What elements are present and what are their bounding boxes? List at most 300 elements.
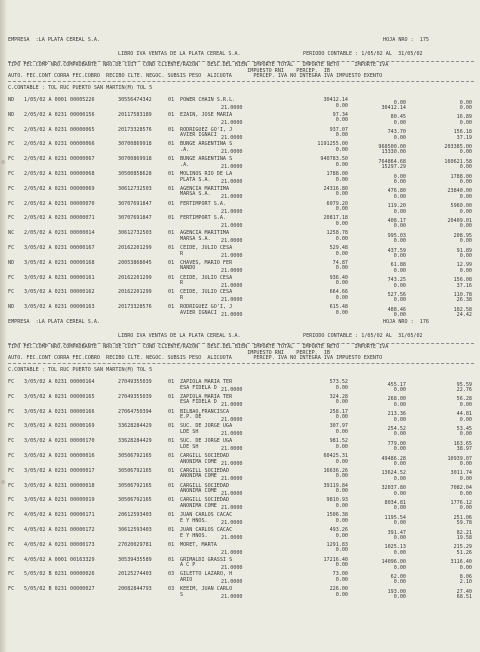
row-voucher: 2/05/02 A 0231 00000065 <box>24 126 95 133</box>
row-client-cont: R <box>180 280 184 287</box>
row-cuit: 20162201299 <box>118 245 152 251</box>
row-net: 1195.54 <box>384 514 406 521</box>
row-client: GILETTO LAZARO, H <box>180 571 233 578</box>
row-vat: 16.89 <box>456 114 472 121</box>
row-vat: 56.28 <box>456 396 472 403</box>
row-voucher: 4/05/02 A 0231 00000171 <box>24 512 95 519</box>
row-type: ND <box>8 111 15 118</box>
row-total-sub: 0.00 <box>335 547 348 554</box>
row-client-cont: MARSA S.A. <box>180 235 211 242</box>
row-cuit: 30506792165 <box>118 467 152 474</box>
row-vat-sub: 0.00 <box>459 208 472 215</box>
row-cuit: 20125274403 <box>118 571 152 578</box>
table-row <box>8 157 474 171</box>
row-net-sub: 0.00 <box>393 179 406 185</box>
row-rate: 21.0000 <box>221 387 243 393</box>
row-type: FC <box>8 141 15 148</box>
row-condition: 03 <box>168 586 175 593</box>
row-total: 615.48 <box>329 304 348 311</box>
row-net: 8034.81 <box>384 499 406 506</box>
row-client: EZAIN, JOSE MARIA <box>180 111 233 118</box>
table-row <box>8 395 474 409</box>
row-client-cont: ANONIMA COME <box>180 502 217 509</box>
row-vat: 8.06 <box>459 573 472 580</box>
row-type: FC <box>8 497 15 504</box>
row-vat: 110.78 <box>453 291 472 298</box>
row-condition: 01 <box>168 274 175 281</box>
row-total: 573.52 <box>329 379 348 385</box>
row-client-cont: E Y HNOS. <box>180 532 208 539</box>
row-type: FC <box>8 200 15 207</box>
row-cuit: 30506792165 <box>118 482 152 489</box>
row-vat-sub: 37.16 <box>456 282 472 289</box>
row-voucher: 1/05/02 A 0001 00005226 <box>24 97 95 103</box>
row-net-sub: 0.00 <box>393 267 406 274</box>
row-vat-sub: 0.00 <box>459 475 472 482</box>
row-client: BUNGE ARGENTINA S <box>180 156 233 163</box>
row-client-cont: AVIER IGNACI <box>180 309 217 316</box>
row-rate: 21.0000 <box>221 223 243 230</box>
row-total-sub: 0.00 <box>335 235 348 242</box>
row-voucher: 3/05/02 A 0231 00000170 <box>24 438 95 445</box>
row-vat-sub: 59.78 <box>456 520 472 527</box>
row-vat: 0.00 <box>459 99 472 106</box>
row-total: 529.48 <box>329 245 348 251</box>
row-condition: 01 <box>168 156 175 163</box>
table-row <box>8 380 474 394</box>
row-client: GRIMALDI GRASSI S <box>180 556 233 563</box>
row-client: MOLINOS RIO DE LA <box>180 171 233 177</box>
row-total-sub: 0.00 <box>335 102 348 109</box>
row-client: ZAPIOLA MARIA TER <box>180 379 233 385</box>
row-vat-sub: 51.26 <box>456 549 472 556</box>
row-condition: 01 <box>168 408 175 415</box>
table-row <box>8 276 474 290</box>
row-vat-sub: 37.19 <box>456 134 472 141</box>
row-total-sub: 0.00 <box>335 250 348 257</box>
row-cuit: 27020029781 <box>118 541 152 548</box>
row-client-cont: R <box>180 294 184 301</box>
row-client-cont: ANONIMA COME <box>180 458 217 465</box>
row-total-sub: 0.00 <box>335 280 348 287</box>
table-row <box>8 528 474 542</box>
table-row <box>8 469 474 483</box>
row-voucher: 4/05/02 A 0231 00000173 <box>24 541 95 548</box>
row-rate: 21.0000 <box>221 446 243 453</box>
row-type: FC <box>8 527 15 533</box>
row-net-sub: 0.00 <box>393 223 406 230</box>
row-voucher: 3/05/02 A 0231 00000018 <box>24 482 95 489</box>
row-net: 49486.28 <box>381 455 406 462</box>
row-type: FC <box>8 393 15 400</box>
row-condition: 01 <box>168 141 175 148</box>
row-cuit: 20053868045 <box>118 259 152 266</box>
row-rate: 21.0000 <box>221 134 243 141</box>
row-voucher: 2/05/02 A 0231 00000014 <box>24 230 95 237</box>
row-total: 937.07 <box>329 126 348 133</box>
table-row <box>8 439 474 453</box>
row-net-sub: 0.00 <box>393 461 406 467</box>
row-vat: 163.65 <box>453 440 472 447</box>
row-type: FC <box>8 541 15 548</box>
row-total-sub: 0.00 <box>335 473 348 480</box>
row-total: 16636.26 <box>323 467 348 474</box>
sheet-number: HOJA NRO : 176 <box>383 319 430 325</box>
row-total-sub: 0.00 <box>335 562 348 569</box>
company-name: EMPRESA :LA PLATA CEREAL S.A. <box>8 37 101 43</box>
row-condition: 01 <box>168 245 175 251</box>
row-vat-sub: 2.10 <box>459 579 472 586</box>
row-vat-sub: 0.00 <box>459 179 472 185</box>
row-voucher: 3/05/02 A 0231 00000166 <box>24 408 95 415</box>
row-cuit: 30707691847 <box>118 215 152 222</box>
row-total: 1506.38 <box>326 512 348 519</box>
row-net: 213.36 <box>387 411 406 418</box>
row-total-sub: 0.00 <box>335 384 348 391</box>
row-client: CEIDE, JULIO CESA <box>180 289 233 296</box>
row-vat-sub: 0.00 <box>459 505 472 512</box>
row-net: 193.00 <box>387 588 406 595</box>
row-condition: 01 <box>168 393 175 400</box>
table-row <box>8 587 474 601</box>
sheet-number: HOJA NRO : 175 <box>383 37 430 43</box>
row-condition: 01 <box>168 438 175 445</box>
row-total: 226.00 <box>329 586 348 593</box>
row-cuit: 30612593403 <box>118 527 152 533</box>
row-total: 940783.50 <box>320 156 348 163</box>
row-net: 764864.68 <box>378 158 406 165</box>
row-client-cont: E.P. DE <box>180 414 202 421</box>
row-net-sub: 15297.29 <box>381 164 406 171</box>
row-vat: 3011.74 <box>450 470 472 477</box>
row-voucher: 3/05/02 A 0231 00000169 <box>24 423 95 430</box>
row-condition: 01 <box>168 497 175 504</box>
account-label: C.CONTABLE : TOL RUC PUERTO SAN MARTIN(M) TOL 5 <box>8 85 153 91</box>
row-vat: 5960.00 <box>450 203 472 210</box>
row-net-sub: 0.00 <box>393 238 406 245</box>
row-vat-sub: 0.00 <box>459 461 472 467</box>
row-condition: 01 <box>168 423 175 430</box>
table-row <box>8 261 474 275</box>
row-net: 476.80 <box>387 188 406 195</box>
row-cuit: 20082844793 <box>118 586 152 593</box>
account-label: C.CONTABLE : TOL RUC PUERTO SAN MARTIN(M) TOL 5 <box>8 367 153 373</box>
row-voucher: 2/05/02 A 0231 00000067 <box>24 156 95 163</box>
row-vat-sub: 0.00 <box>459 223 472 230</box>
row-condition: 01 <box>168 379 175 385</box>
row-type: FC <box>8 512 15 519</box>
row-cuit: 30707691847 <box>118 200 152 207</box>
row-voucher: 3/05/02 A 0231 00000164 <box>24 379 95 385</box>
row-total-sub: 0.00 <box>335 176 348 183</box>
accounting-period: PERIODO CONTABLE : 1/05/02 AL 31/05/02 <box>303 333 423 339</box>
column-header-2: IMPUESTO RNI PERCEP. IB <box>8 67 331 74</box>
row-cuit: 27049355039 <box>118 379 152 385</box>
row-rate: 21.0000 <box>221 149 243 156</box>
row-vat-sub: 0.00 <box>459 149 472 156</box>
row-net-sub: 0.00 <box>393 431 406 438</box>
table-row <box>8 290 474 304</box>
row-cuit: 20117583189 <box>118 111 152 118</box>
row-condition: 01 <box>168 171 175 177</box>
row-cuit: 27064750394 <box>118 408 152 415</box>
row-client: CARGILL SOCIEDAD <box>180 482 230 489</box>
row-voucher: 2/05/02 A 0231 00000070 <box>24 200 95 207</box>
row-cuit: 30506792165 <box>118 497 152 504</box>
row-vat: 7082.04 <box>450 485 472 492</box>
row-total-sub: 0.00 <box>335 117 348 124</box>
row-net: 268.00 <box>387 396 406 403</box>
row-condition: 01 <box>168 200 175 207</box>
row-client-cont: .A. <box>180 146 190 153</box>
table-row <box>8 98 474 112</box>
row-type: FC <box>8 423 15 430</box>
row-vat: 1776.12 <box>450 499 472 506</box>
header-rule <box>8 81 474 82</box>
row-voucher: 3/05/02 A 0231 00000016 <box>24 453 95 459</box>
row-total-sub: 0.00 <box>335 206 348 213</box>
row-client-cont: MARSA S.A. <box>180 191 211 198</box>
row-vat-sub: 0.00 <box>459 431 472 438</box>
row-condition: 01 <box>168 215 175 222</box>
row-voucher: 3/05/02 A 0231 00000167 <box>24 245 95 251</box>
row-vat-sub: 0.00 <box>459 119 472 126</box>
row-client-cont: ANONIMA COME <box>180 488 217 495</box>
row-total-sub: 0.00 <box>335 146 348 153</box>
row-vat-sub: 24.42 <box>456 312 472 319</box>
row-total: 324.28 <box>329 393 348 400</box>
row-total-sub: 0.00 <box>335 458 348 465</box>
row-rate: 21.0000 <box>221 505 243 512</box>
row-client: JUAN CARLOS CACAC <box>180 512 233 519</box>
row-vat-sub: 0.00 <box>459 253 472 259</box>
company-name: EMPRESA :LA PLATA CEREAL S.A. <box>8 319 101 325</box>
row-vat: 160621.58 <box>444 158 472 165</box>
row-rate: 21.0000 <box>221 579 243 586</box>
row-client: AGENCIA MARITIMA <box>180 185 230 192</box>
row-condition: 01 <box>168 259 175 266</box>
table-row <box>8 113 474 127</box>
row-total-sub: 0.00 <box>335 443 348 450</box>
row-type: FC <box>8 171 15 177</box>
row-condition: 03 <box>168 571 175 578</box>
row-condition: 01 <box>168 556 175 563</box>
accounting-period: PERIODO CONTABLE : 1/05/02 AL 31/05/02 <box>303 51 423 57</box>
row-voucher: 2/05/02 A 0231 00000071 <box>24 215 95 222</box>
row-net: 14096.00 <box>381 559 406 566</box>
row-type: NC <box>8 230 15 237</box>
table-row <box>8 558 474 572</box>
table-row <box>8 216 474 230</box>
table-row <box>8 513 474 527</box>
row-net-sub: 0.00 <box>393 387 406 393</box>
row-total: 30412.14 <box>323 97 348 103</box>
row-client: ZAPIOLA MARIA TER <box>180 393 233 400</box>
column-header-1: TIPO FEC.COMP NRO.COMPROBANTE NRO.DE CUIT COND CLIENTE/RAZON DESC.DEL BIEN IMPORTE TOTAL IMPORTE NETO IMPORTE IVA <box>8 62 389 68</box>
row-rate: 21.0000 <box>221 549 243 556</box>
row-type: ND <box>8 304 15 311</box>
row-net-sub: 0.00 <box>393 520 406 527</box>
row-vat-sub: 0.00 <box>459 164 472 171</box>
row-client-cont: S <box>180 591 184 598</box>
row-rate: 21.0000 <box>221 416 243 423</box>
row-type: FC <box>8 571 15 578</box>
row-total: 39119.84 <box>323 482 348 489</box>
row-client: CEIDE, JULIO CESA <box>180 245 233 251</box>
row-cuit: 20612593403 <box>118 512 152 519</box>
row-voucher: 4/05/02 A 0001 00163329 <box>24 556 95 563</box>
table-row <box>8 187 474 201</box>
row-client-cont: R <box>180 250 184 257</box>
row-total: 307.97 <box>329 423 348 430</box>
row-net-sub: 30412.14 <box>381 105 406 111</box>
row-condition: 01 <box>168 126 175 133</box>
row-vat: 53.45 <box>456 425 472 432</box>
row-total-sub: 0.00 <box>335 517 348 524</box>
row-condition: 01 <box>168 512 175 519</box>
table-row <box>8 498 474 512</box>
row-vat: 20409.01 <box>447 217 472 224</box>
row-condition: 01 <box>168 527 175 533</box>
row-rate: 21.0000 <box>221 164 243 171</box>
table-row <box>8 484 474 498</box>
row-type: FC <box>8 274 15 281</box>
row-client: CEIDE, JULIO CESA <box>180 274 233 281</box>
row-cuit: 20173328576 <box>118 304 152 311</box>
row-type: FC <box>8 482 15 489</box>
row-net: 527.56 <box>387 291 406 298</box>
row-vat-sub: 26.38 <box>456 297 472 304</box>
row-voucher: 4/05/02 A 0231 00000172 <box>24 527 95 533</box>
row-vat-sub: 22.76 <box>456 387 472 393</box>
row-client-cont: ARIO <box>180 576 193 583</box>
row-rate: 21.0000 <box>221 475 243 482</box>
row-total-sub: 0.00 <box>335 488 348 495</box>
row-type: FC <box>8 379 15 385</box>
row-total-sub: 0.00 <box>335 191 348 198</box>
row-voucher: 3/05/02 A 0231 00000161 <box>24 274 95 281</box>
row-voucher: 3/05/02 A 0231 00000165 <box>24 393 95 400</box>
row-client: KEEIM, JUAN CARLO <box>180 586 233 593</box>
row-vat-sub: 68.51 <box>456 594 472 601</box>
row-voucher: 3/05/02 A 0231 00000163 <box>24 304 95 311</box>
book-title: LIBRO IVA VENTAS DE LA PLATA CEREAL S.A. <box>118 333 241 339</box>
row-net: 62.00 <box>390 573 406 580</box>
row-net-sub: 13330.00 <box>381 149 406 156</box>
row-vat: 91.89 <box>456 247 472 254</box>
row-vat-sub: 0.00 <box>459 416 472 423</box>
row-condition: 01 <box>168 97 175 103</box>
row-vat: 23840.00 <box>447 188 472 195</box>
row-client: RODRIGUEZ GO'I, J <box>180 304 233 311</box>
row-vat-sub: 0.00 <box>459 564 472 571</box>
row-total-sub: 0.00 <box>335 132 348 139</box>
row-rate: 21.0000 <box>221 490 243 497</box>
row-rate: 21.0000 <box>221 297 243 304</box>
row-voucher: 2/05/02 A 0231 00000066 <box>24 141 95 148</box>
row-net-sub: 0.00 <box>393 475 406 482</box>
row-total-sub: 0.00 <box>335 591 348 598</box>
row-client: POWER CHAIN S.R.L. <box>180 97 236 103</box>
row-type: FC <box>8 245 15 251</box>
row-net: 455.17 <box>387 381 406 388</box>
row-vat: 102.58 <box>453 306 472 313</box>
row-net-sub: 0.00 <box>393 134 406 141</box>
row-net: 995.03 <box>387 232 406 239</box>
row-rate: 21.0000 <box>221 105 243 111</box>
row-net: 0.00 <box>393 99 406 106</box>
row-net-sub: 0.00 <box>393 193 406 200</box>
table-row <box>8 572 474 586</box>
row-type: FC <box>8 215 15 222</box>
row-net: 61.88 <box>390 262 406 269</box>
row-net-sub: 0.00 <box>393 416 406 423</box>
row-vat: 251.06 <box>453 514 472 521</box>
row-rate: 21.0000 <box>221 312 243 319</box>
row-vat: 27.40 <box>456 588 472 595</box>
row-rate: 21.0000 <box>221 193 243 200</box>
row-rate: 21.0000 <box>221 401 243 408</box>
row-rate: 21.0000 <box>221 253 243 259</box>
book-title: LIBRO IVA VENTAS DE LA PLATA CEREAL S.A. <box>118 51 241 57</box>
row-client: FERTIMPORT S.A. <box>180 215 227 222</box>
column-header-3: AUTO. FEC.CONT CORRA FEC.COBRO RECIBO CLTE. NEGOC. SUBSIS PESO ALICUOTA PERCEP. IVA NO INTEGRA IVA IMPUESTO EXENTO <box>8 73 383 79</box>
row-type: FC <box>8 586 15 593</box>
row-total: 24316.80 <box>323 185 348 192</box>
row-voucher: 3/05/02 A 0231 00000168 <box>24 259 95 266</box>
row-vat: 156.18 <box>453 129 472 136</box>
row-voucher: 2/05/02 A 0231 00000156 <box>24 111 95 118</box>
row-total: 97.34 <box>332 111 348 118</box>
table-row <box>8 231 474 245</box>
row-total: 936.40 <box>329 274 348 281</box>
row-condition: 01 <box>168 467 175 474</box>
row-vat-sub: 0.00 <box>459 238 472 245</box>
row-vat-sub: 0.00 <box>459 401 472 408</box>
row-net-sub: 0.00 <box>393 505 406 512</box>
row-net: 13624.52 <box>381 470 406 477</box>
row-cuit: 27049355039 <box>118 393 152 400</box>
row-net: 408.17 <box>387 217 406 224</box>
column-header-1: TIPO FEC.COMP NRO.COMPROBANTE NRO.DE CUIT COND CLIENTE/RAZON DESC.DEL BIEN IMPORTE TOTAL IMPORTE NETO IMPORTE IVA <box>8 344 389 350</box>
row-vat-sub: 19.58 <box>456 535 472 541</box>
row-rate: 21.0000 <box>221 238 243 245</box>
row-condition: 01 <box>168 541 175 548</box>
row-net-sub: 0.00 <box>393 401 406 408</box>
row-total-sub: 0.00 <box>335 399 348 406</box>
row-type: FC <box>8 408 15 415</box>
row-rate: 21.0000 <box>221 461 243 467</box>
table-row <box>8 454 474 468</box>
row-total: 60425.31 <box>323 453 348 459</box>
row-cuit: 30700869918 <box>118 141 152 148</box>
row-cuit: 20162201299 <box>118 289 152 296</box>
row-rate: 21.0000 <box>221 431 243 438</box>
punch-hole <box>1 480 5 484</box>
row-rate: 21.0000 <box>221 594 243 601</box>
row-voucher: 2/05/02 A 0231 00000068 <box>24 171 95 177</box>
row-net: 779.00 <box>387 440 406 447</box>
row-vat: 10939.07 <box>447 455 472 462</box>
row-rate: 21.0000 <box>221 535 243 541</box>
row-total-sub: 0.00 <box>335 532 348 539</box>
table-row <box>8 202 474 216</box>
row-client-cont: ESA FIDELA D <box>180 399 217 406</box>
row-vat: 12.99 <box>456 262 472 269</box>
table-row <box>8 128 474 142</box>
row-total: 1788.00 <box>326 171 348 177</box>
row-cuit: 33628284429 <box>118 438 152 445</box>
